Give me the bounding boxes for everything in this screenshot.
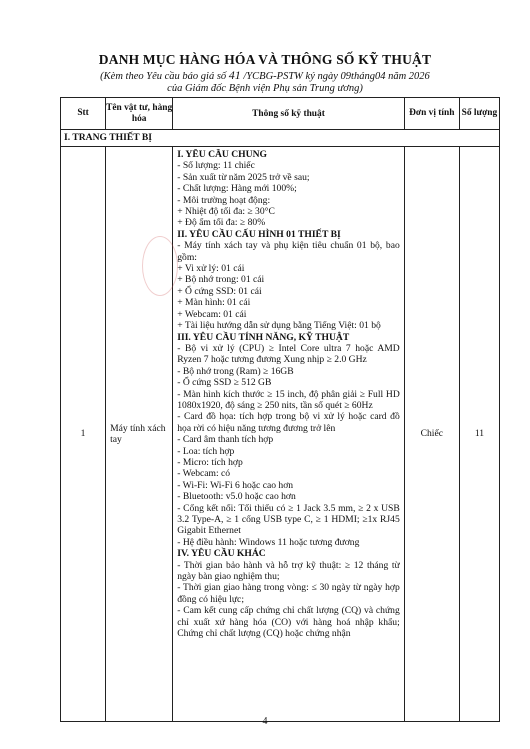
goods-spec-table [60,97,500,722]
spec-line: + Webcam: 01 cái [177,308,247,320]
spec-line: - Chất lượng: Hàng mới 100%; [177,183,297,195]
spec-line: + Vi xử lý: 01 cái [177,263,245,275]
header-name: Tên vật tư, hàng hóa [106,98,173,130]
spec-line: + Tài liệu hướng dẫn sử dụng bằng Tiếng Việt: 01 bộ [177,320,381,332]
spec-line: - Bộ nhớ trong (Ram) ≥ 16GB [177,365,294,377]
subtitle-line2: của Giám đốc Bệnh viện Phụ sản Trung ương) [167,83,363,94]
spec-line: - Webcam: có [177,468,231,480]
subtitle-month: 04 [374,71,386,82]
spec-line: - Loa: tích hợp [177,445,235,457]
spec-line: + Ổ cứng SSD: 01 cái [177,285,262,297]
spec-heading: IV. YÊU CẦU KHÁC [177,548,266,560]
subtitle-year: năm 2026 [388,71,430,82]
section-row [61,130,500,147]
row-spec-cell [173,147,405,722]
spec-line: - Môi trường hoạt động: [177,194,271,206]
quote-number: 41 [228,68,241,82]
spec-line: - Màn hình kích thước ≥ 15 inch, độ phân giải ≥ Full HD 1080x1920, độ sáng ≥ 250 nits, tần số quét ≥ 60Hz [177,388,400,411]
red-stamp-mark [142,236,178,296]
spec-line: + Độ ẩm tối đa: ≥ 80% [177,217,266,229]
header-qty: Số lượng [459,98,499,130]
spec-line: + Màn hình: 01 cái [177,297,251,309]
row-name: Máy tính xách tay [106,147,173,722]
spec-line: - Số lượng: 11 chiếc [177,160,255,172]
row-unit: Chiếc [404,147,459,722]
spec-heading: II. YÊU CẦU CẤU HÌNH 01 THIẾT BỊ [177,228,341,240]
subtitle-prefix: (Kèm theo Yêu cầu báo giá số [100,71,227,82]
header-stt: Stt [61,98,106,130]
row-stt: 1 [61,147,106,722]
spec-line: - Micro: tích hợp [177,456,243,468]
spec-line: - Card đồ họa: tích hợp trong bộ vi xử lý hoặc card đồ họa rời có hiệu năng tương đương trở lên [177,411,400,434]
spec-line: + Bộ nhớ trong: 01 cái [177,274,265,286]
spec-line: - Ổ cứng SSD ≥ 512 GB [177,377,272,389]
spec-line: - Cổng kết nối: Tối thiểu có ≥ 1 Jack 3.5 mm, ≥ 2 x USB 3.2 Type-A, ≥ 1 cổng USB type C, ≥ 1 HDMI; ≥1x RJ45 Gigabit Ethernet [177,502,400,537]
subtitle-mid: /YCBG-PSTW ký ngày [243,71,338,82]
table-header-row [61,98,500,130]
spec-line: - Bluetooth: v5.0 hoặc cao hơn [177,491,296,503]
spec-line: - Sản xuất từ năm 2025 trở về sau; [177,171,310,183]
spec-line: + Nhiệt độ tối đa: ≥ 30°C [177,206,275,218]
spec-line: - Thời gian bảo hành và hỗ trợ kỹ thuật: ≥ 12 tháng từ ngày bàn giao nghiệm thu; [177,559,400,583]
spec-line: - Card âm thanh tích hợp [177,434,274,446]
spec-line: - Bộ vi xử lý (CPU) ≥ Intel Core ultra 7 hoặc AMD Ryzen 7 hoặc tương đương Xung nhịp ≥ 2.0 GHz [177,342,400,366]
spec-line: - Cam kết cung cấp chứng chỉ chất lượng (CQ) và chứng chỉ xuất xứ hàng hóa (CO) với hàng hoá nhập khẩu; Chứng chỉ chất lượng (CQ) hoặc chứng nhận [177,605,400,640]
spec-list [177,149,400,719]
document-title: DANH MỤC HÀNG HÓA VÀ THÔNG SỐ KỸ THUẬT [98,52,432,67]
document-subtitle [0,69,530,95]
subtitle-day: 09 [340,71,352,82]
spec-line: - Máy tính xách tay và phụ kiện tiêu chuẩn 01 bộ, bao gồm: [177,240,400,263]
spec-line: - Wi-Fi: Wi-Fi 6 hoặc cao hơn [177,479,294,491]
spec-heading: III. YÊU CẦU TÍNH NĂNG, KỸ THUẬT [177,331,350,343]
table-row [61,147,500,722]
spec-line: - Thời gian giao hàng trong vòng: ≤ 30 ngày từ ngày hợp đồng có hiệu lực; [177,582,400,605]
spec-line: - Hệ điều hành: Windows 11 hoặc tương đương [177,536,360,548]
header-unit: Đơn vị tính [404,98,459,130]
section-title: I. TRANG THIẾT BỊ [61,130,500,147]
subtitle-month-label: tháng [351,71,375,82]
header-spec: Thông số kỹ thuật [173,98,405,130]
row-qty: 11 [459,147,499,722]
page-number: 4 [262,716,268,727]
spec-heading: I. YÊU CẦU CHUNG [177,149,267,160]
